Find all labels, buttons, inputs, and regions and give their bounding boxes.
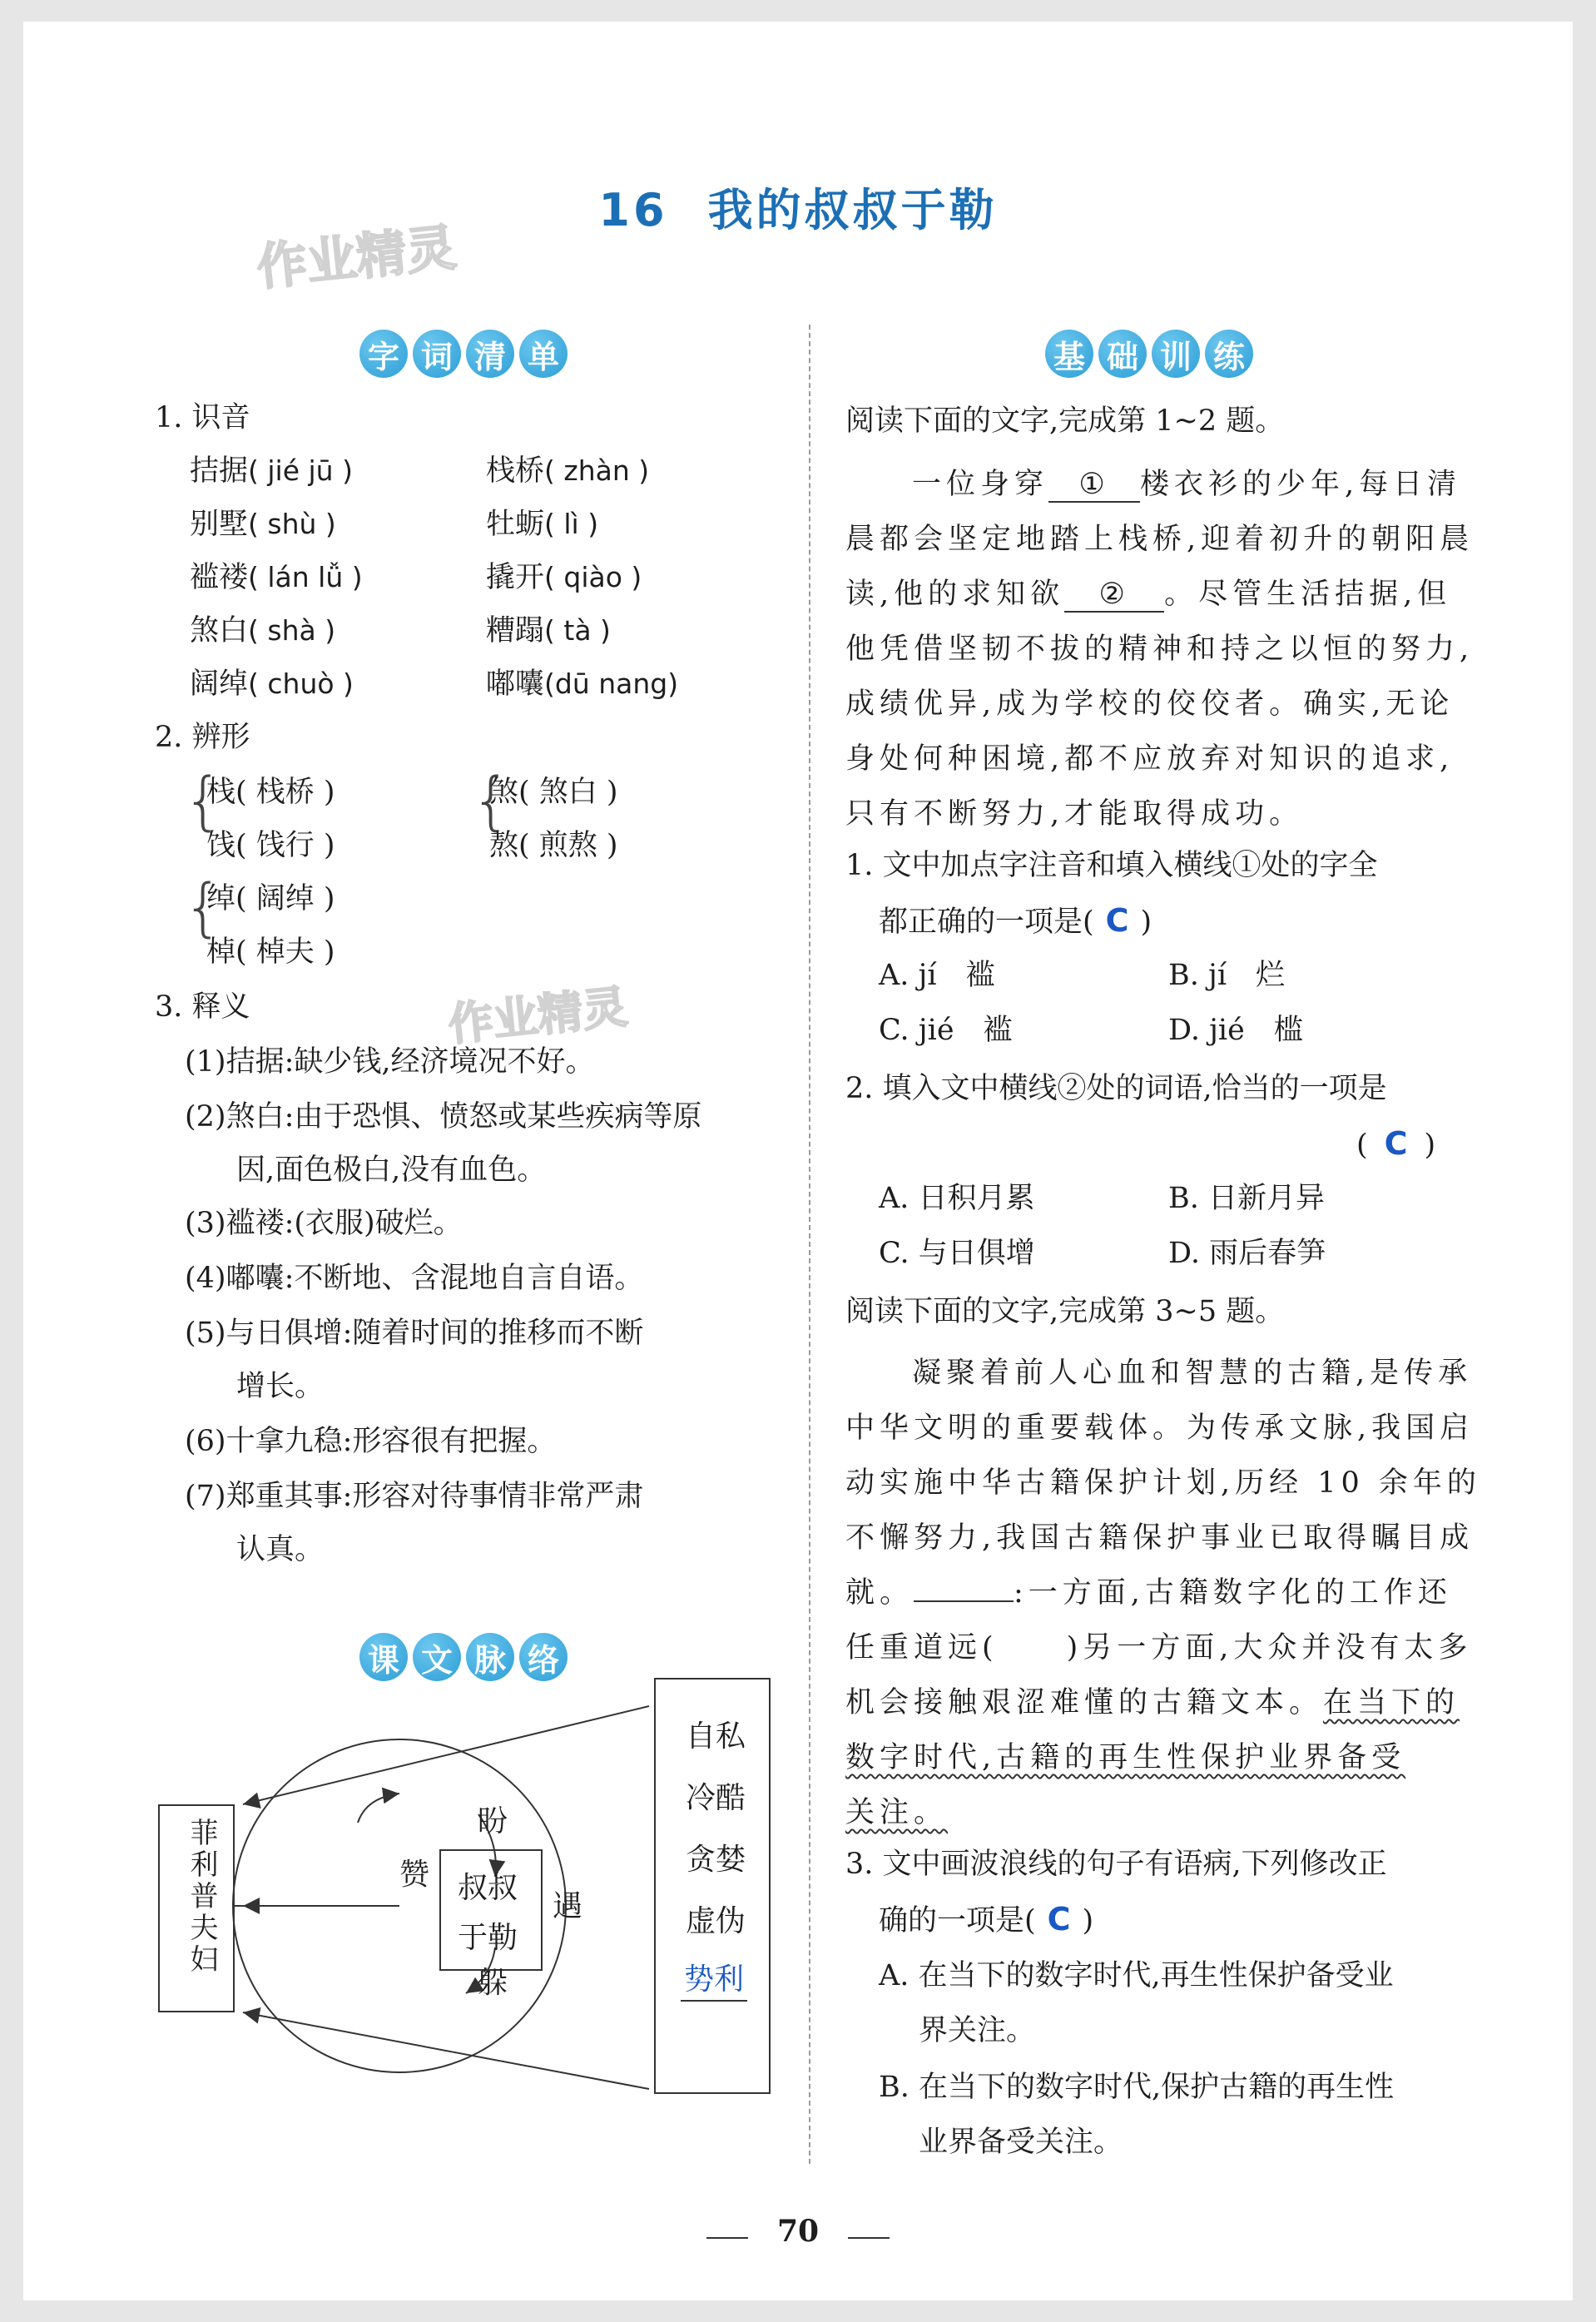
form-item: 栈( 栈桥 ) bbox=[206, 776, 335, 809]
option: B. 日新月异 bbox=[1168, 1182, 1325, 1215]
question-2-answer: ( C ) bbox=[1356, 1125, 1436, 1162]
trait-item: 虚伪 bbox=[686, 1904, 746, 1938]
question-3-stem: 确的一项是( C ) bbox=[879, 1901, 1094, 1937]
page-number: 70 bbox=[776, 2214, 820, 2249]
pinyin-item: 糟蹋( tà ) bbox=[486, 614, 611, 647]
footer-rule bbox=[706, 2237, 748, 2239]
meaning-line: (5)与日俱增:随着时间的推移而不断 bbox=[185, 1317, 644, 1350]
pinyin-item: 褴褛( lán lǚ ) bbox=[190, 561, 363, 594]
passage-line: 不懈努力,我国古籍保护事业已取得瞩目成 bbox=[845, 1521, 1475, 1555]
cycle-label-right: 遇 bbox=[553, 1889, 583, 1923]
funnel-line-bottom bbox=[243, 2012, 649, 2089]
form-item: 熬( 煎熬 ) bbox=[489, 829, 618, 862]
trait-item: 自私 bbox=[686, 1719, 746, 1754]
watermark: 作业精灵 bbox=[445, 980, 631, 1052]
question-1-stem: 1. 文中加点字注音和填入横线①处的字全 bbox=[845, 849, 1378, 882]
passage-line: 机会接触艰涩难懂的古籍文本。在当下的 bbox=[845, 1686, 1460, 1719]
form-item: 棹( 棹夫 ) bbox=[206, 935, 335, 969]
wavy-underlined-text: 在当下的 bbox=[1323, 1686, 1460, 1719]
option: 业界备受关注。 bbox=[919, 2126, 1123, 2159]
blank-3 bbox=[914, 1600, 1014, 1602]
passage-line: 中华文明的重要载体。为传承文脉,我国启 bbox=[845, 1412, 1475, 1445]
cycle-label-left: 赞 bbox=[399, 1858, 430, 1892]
blank-2: ② bbox=[1064, 578, 1164, 613]
diagram-right-box bbox=[654, 1678, 771, 2094]
form-item: 饯( 饯行 ) bbox=[206, 829, 335, 862]
brace: { bbox=[471, 763, 512, 837]
meaning-line: (7)郑重其事:形容对待事情非常严肃 bbox=[185, 1480, 644, 1513]
reading-intro: 阅读下面的文字,完成第 3~5 题。 bbox=[845, 1295, 1285, 1328]
form-item: 煞( 煞白 ) bbox=[489, 776, 618, 809]
option: D. jié 槛 bbox=[1168, 1014, 1303, 1047]
meaning-line: (3)褴褛:(衣服)破烂。 bbox=[185, 1207, 463, 1240]
option: D. 雨后春笋 bbox=[1168, 1237, 1326, 1270]
meaning-line: (2)煞白:由于恐惧、愤怒或某些疾病等原 bbox=[185, 1100, 702, 1134]
footer-rule bbox=[848, 2237, 890, 2239]
diagram-left-text: 菲利普夫妇 bbox=[185, 1818, 218, 1976]
passage-line: 只有不断努力,才能取得成功。 bbox=[845, 797, 1304, 831]
diagram-left-box bbox=[158, 1804, 235, 2012]
option: B. 在当下的数字时代,保护古籍的再生性 bbox=[879, 2071, 1395, 2104]
section-header-vocabulary bbox=[359, 330, 568, 378]
pinyin-item: 牡蛎( lì ) bbox=[486, 508, 599, 541]
option: A. 日积月累 bbox=[879, 1182, 1035, 1215]
funnel-line-top bbox=[243, 1706, 649, 1804]
passage-line: 读,他的求知欲 ② 。尽管生活拮据,但 bbox=[845, 578, 1452, 611]
brace: { bbox=[183, 763, 224, 837]
header-badge: 础 bbox=[1098, 330, 1147, 378]
question-2-stem: 2. 填入文中横线②处的词语,恰当的一项是 bbox=[845, 1072, 1387, 1105]
trait-item: 冷酷 bbox=[686, 1781, 746, 1815]
wavy-underlined-text: 数字时代,古籍的再生性保护业界备受 bbox=[845, 1741, 1406, 1774]
cycle-arrow bbox=[358, 1794, 399, 1823]
option: B. jí 烂 bbox=[1168, 959, 1286, 992]
meaning-line: (6)十拿九稳:形容很有把握。 bbox=[185, 1425, 557, 1458]
section-header-outline bbox=[359, 1633, 568, 1681]
pinyin-item: 撬开( qiào ) bbox=[486, 561, 642, 594]
question-heading: 3. 释义 bbox=[155, 990, 250, 1024]
column-divider bbox=[809, 325, 810, 2164]
section-header-practice bbox=[1045, 330, 1253, 378]
cycle-label-bottom: 躲 bbox=[478, 1966, 508, 2000]
pinyin-item: 阔绰( chuò ) bbox=[190, 667, 354, 701]
header-badge: 清 bbox=[466, 330, 514, 378]
option: C. 与日俱增 bbox=[879, 1237, 1035, 1270]
passage-line: 他凭借坚韧不拔的精神和持之以恒的努力, bbox=[845, 633, 1475, 666]
brace: { bbox=[183, 870, 224, 944]
header-badge: 络 bbox=[519, 1633, 568, 1681]
header-badge: 训 bbox=[1152, 330, 1200, 378]
pinyin-item: 栈桥( zhàn ) bbox=[486, 454, 650, 488]
meaning-line: 因,面色极白,没有血色。 bbox=[236, 1154, 547, 1187]
page-footer bbox=[0, 2214, 1596, 2249]
question-heading: 1. 识音 bbox=[155, 401, 250, 434]
form-item: 绰( 阔绰 ) bbox=[206, 882, 335, 915]
pinyin-item: 拮据( jié jū ) bbox=[190, 454, 353, 488]
lesson-title bbox=[0, 175, 1596, 239]
meaning-line: 认真。 bbox=[236, 1533, 325, 1566]
diagram-center-line: 叔叔 bbox=[458, 1871, 518, 1905]
header-badge: 字 bbox=[359, 330, 408, 378]
option: 界关注。 bbox=[919, 2014, 1036, 2047]
header-badge: 词 bbox=[413, 330, 461, 378]
option: C. jié 褴 bbox=[879, 1014, 1013, 1047]
header-badge: 练 bbox=[1205, 330, 1253, 378]
watermark: 作业精灵 bbox=[254, 218, 459, 298]
reading-intro: 阅读下面的文字,完成第 1~2 题。 bbox=[845, 404, 1285, 438]
answer-mark: C bbox=[1384, 1125, 1408, 1162]
option: A. jí 褴 bbox=[879, 959, 995, 992]
header-badge: 课 bbox=[359, 1633, 408, 1681]
header-badge: 文 bbox=[413, 1633, 461, 1681]
lesson-number: 16 bbox=[598, 184, 668, 236]
wavy-underlined-text: 关注。 bbox=[845, 1796, 949, 1829]
passage-line: 一位身穿 ① 楼衣衫的少年,每日清 bbox=[912, 468, 1462, 501]
answer-mark: C bbox=[1047, 1901, 1071, 1937]
cycle-label-top: 盼 bbox=[478, 1804, 508, 1838]
diagram-center-box bbox=[439, 1849, 543, 1971]
trait-item: 贪婪 bbox=[686, 1843, 746, 1877]
passage-line: 就。 :一方面,古籍数字化的工作还 bbox=[845, 1576, 1452, 1610]
header-badge: 单 bbox=[519, 330, 568, 378]
diagram-center-line: 于勒 bbox=[458, 1921, 518, 1955]
pinyin-item: 嘟囔(dū nang) bbox=[486, 667, 679, 701]
meaning-line: (4)嘟囔:不断地、含混地自言自语。 bbox=[185, 1262, 644, 1295]
blank-1: ① bbox=[1048, 468, 1140, 503]
passage-line: 晨都会坚定地踏上栈桥,迎着初升的朝阳晨 bbox=[845, 523, 1475, 556]
question-heading: 2. 辨形 bbox=[155, 721, 250, 754]
question-1-stem: 都正确的一项是( C ) bbox=[879, 902, 1152, 939]
pinyin-item: 别墅( shù ) bbox=[190, 508, 336, 541]
meaning-line: (1)拮据:缺少钱,经济境况不好。 bbox=[185, 1045, 595, 1079]
passage-line: 动实施中华古籍保护计划,历经 10 余年的 bbox=[845, 1466, 1481, 1500]
answer-mark: C bbox=[1105, 902, 1129, 939]
header-badge: 基 bbox=[1045, 330, 1093, 378]
passage-line: 身处何种困境,都不应放弃对知识的追求, bbox=[845, 742, 1455, 776]
question-3-stem: 3. 文中画波浪线的句子有语病,下列修改正 bbox=[845, 1848, 1387, 1881]
pinyin-item: 煞白( shà ) bbox=[190, 614, 336, 647]
header-badge: 脉 bbox=[466, 1633, 514, 1681]
passage-line: 凝聚着前人心血和智慧的古籍,是传承 bbox=[912, 1357, 1473, 1390]
option: A. 在当下的数字时代,再生性保护备受业 bbox=[879, 1959, 1394, 1992]
passage-line: 任重道远( )另一方面,大众并没有太多 bbox=[845, 1631, 1473, 1665]
lesson-title-text: 我的叔叔于勒 bbox=[707, 184, 998, 236]
trait-answer: 势利 bbox=[681, 1956, 747, 2002]
meaning-line: 增长。 bbox=[236, 1370, 325, 1403]
passage-line: 成绩优异,成为学校的佼佼者。确实,无论 bbox=[845, 687, 1455, 721]
